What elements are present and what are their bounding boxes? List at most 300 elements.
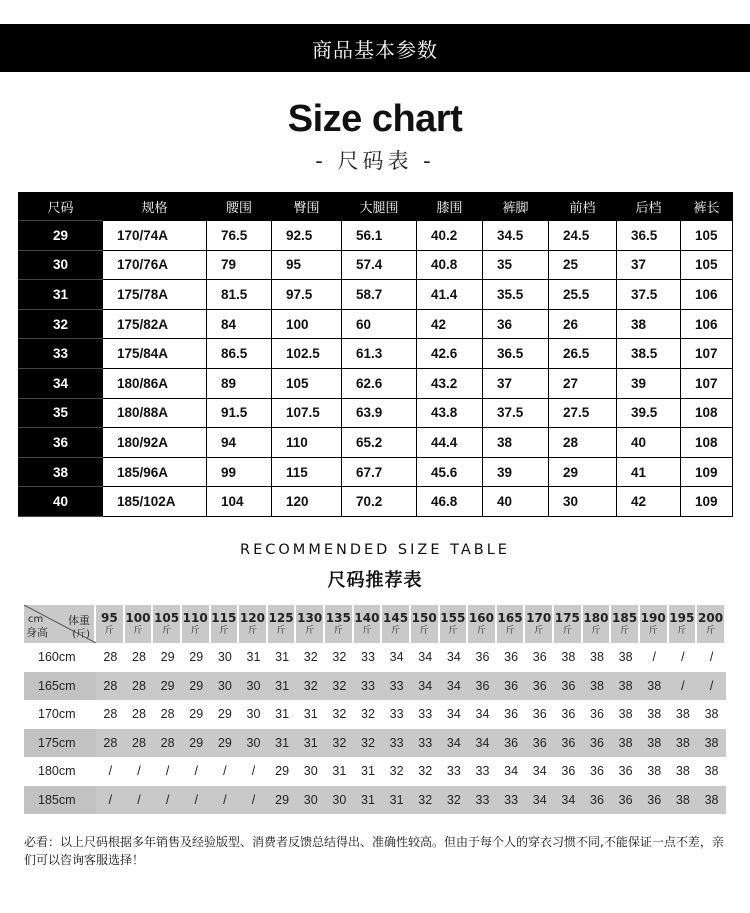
recommended-table-header — [24, 605, 726, 643]
recommended-size-cell: 38 — [583, 671, 612, 700]
table-cell: 36 — [483, 309, 549, 339]
table-cell: 38 — [483, 428, 549, 458]
table-cell: 76.5 — [207, 221, 272, 251]
recommended-size-cell: 36 — [525, 728, 554, 757]
table-cell: 180/86A — [103, 368, 207, 398]
table-cell: 97.5 — [272, 280, 342, 310]
recommended-size-cell: 36 — [497, 728, 526, 757]
recommended-size-cell: / — [697, 671, 726, 700]
table-cell: 34.5 — [483, 221, 549, 251]
table-row — [19, 428, 733, 458]
recommended-size-cell: 32 — [389, 764, 404, 778]
table-cell: 105 — [272, 368, 342, 398]
weight-unit: 斤 — [534, 626, 544, 636]
recommended-size-cell: / — [153, 785, 182, 814]
size-table-header-cell: 大腿围 — [342, 192, 417, 221]
recommended-size-cell: 38 — [675, 707, 690, 721]
recommended-size-cell: 38 — [647, 707, 662, 721]
recommended-size-cell: 32 — [303, 650, 318, 664]
recommended-size-cell: / — [137, 764, 141, 778]
recommended-size-cell: 36 — [561, 707, 576, 721]
weight-header-cell — [468, 605, 497, 643]
recommended-size-cell: 34 — [525, 785, 554, 814]
recommended-size-cell: 36 — [583, 728, 612, 757]
weight-value: 200 — [698, 611, 724, 625]
recommended-size-cell: 38 — [697, 785, 726, 814]
size-cell: 34 — [19, 368, 103, 398]
table-cell: 175/84A — [103, 339, 207, 369]
recommended-size-cell: 36 — [525, 671, 554, 700]
size-note: 必看：以上尺码根据多年销售及经验版型、消费者反馈总结得出、准确性较高。但由于每个人的穿衣习惯不同,不能保证一点不差，亲们可以咨询客服选择！ — [24, 835, 724, 867]
recommended-size-cell: 36 — [561, 764, 576, 778]
recommended-size-cell: 38 — [640, 671, 669, 700]
table-row — [24, 671, 726, 700]
table-cell: 91.5 — [207, 398, 272, 428]
table-cell: 108 — [681, 428, 733, 458]
recommended-size-cell: 38 — [590, 650, 604, 664]
table-cell: 81.5 — [207, 280, 272, 310]
weight-unit: 斤 — [620, 626, 630, 636]
weight-unit: 斤 — [419, 626, 429, 636]
recommended-size-cell: 36 — [640, 785, 669, 814]
weight-header-cell — [354, 605, 383, 643]
header-title: 商品基本参数 — [312, 37, 438, 62]
table-cell: 67.7 — [342, 457, 417, 487]
size-chart-title: Size chart — [287, 98, 463, 140]
recommended-size-cell: 33 — [411, 728, 440, 757]
recommended-size-cell: 34 — [389, 650, 404, 664]
recommended-size-cell: 28 — [103, 707, 118, 721]
weight-value: 155 — [440, 611, 466, 625]
table-cell: 40 — [617, 428, 681, 458]
table-cell: 37.5 — [483, 398, 549, 428]
weight-header-cell — [697, 605, 726, 643]
recommended-size-cell: / — [182, 785, 211, 814]
recommended-size-cell: 32 — [418, 764, 433, 778]
recommended-size-cell: 29 — [275, 764, 290, 778]
table-cell: 70.2 — [342, 487, 417, 517]
weight-header-cell — [440, 605, 469, 643]
recommended-size-cell: 30 — [296, 785, 325, 814]
recommended-size-cell: 29 — [153, 671, 182, 700]
size-table-header — [19, 192, 733, 221]
table-cell: 26.5 — [549, 339, 617, 369]
recommended-size-cell: 36 — [590, 707, 604, 721]
table-cell: 35.5 — [483, 280, 549, 310]
table-cell: 107 — [681, 368, 733, 398]
table-cell: 92.5 — [272, 221, 342, 251]
table-cell: 84 — [207, 309, 272, 339]
table-cell: 180/88A — [103, 398, 207, 428]
recommended-size-cell: 32 — [325, 671, 354, 700]
recommended-size-cell: 30 — [325, 785, 354, 814]
table-cell: 29 — [549, 457, 617, 487]
size-table-header-cell: 腰围 — [207, 192, 272, 221]
recommended-size-cell: 29 — [182, 671, 211, 700]
weight-value: 185 — [612, 611, 638, 625]
table-cell: 108 — [681, 398, 733, 428]
recommended-size-cell: 31 — [268, 728, 297, 757]
height-cell: 175cm — [24, 728, 96, 757]
weight-header-cell — [153, 605, 182, 643]
table-row — [19, 280, 733, 310]
table-cell: 45.6 — [417, 457, 483, 487]
table-cell: 36.5 — [483, 339, 549, 369]
table-cell: 104 — [207, 487, 272, 517]
recommended-size-cell: 36 — [475, 650, 490, 664]
table-cell: 89 — [207, 368, 272, 398]
weight-header-cell — [554, 605, 583, 643]
recommended-size-cell: 33 — [354, 671, 383, 700]
size-table-header-cell: 后档 — [617, 192, 681, 221]
weight-header-cell — [239, 605, 268, 643]
table-cell: 25 — [549, 250, 617, 280]
recommended-size-cell: / — [108, 764, 113, 778]
weight-header-cell — [325, 605, 354, 643]
recommended-size-cell: 34 — [418, 650, 433, 664]
table-row — [19, 221, 733, 251]
weight-value: 125 — [268, 611, 294, 625]
recommended-size-cell: 31 — [382, 785, 411, 814]
recommended-title-cn: 尺码推荐表 — [327, 570, 423, 591]
table-cell: 41 — [617, 457, 681, 487]
weight-header-cell — [182, 605, 211, 643]
weight-value: 110 — [182, 611, 208, 625]
recommended-size-cell: 38 — [618, 650, 633, 664]
recommended-size-cell: 32 — [411, 785, 440, 814]
weight-header-cell — [583, 605, 612, 643]
recommended-size-cell: 36 — [532, 650, 547, 664]
recommended-size-cell: 34 — [554, 785, 583, 814]
recommended-size-cell: 28 — [103, 650, 118, 664]
height-cell: 185cm — [24, 785, 96, 814]
weight-unit: 斤 — [591, 626, 601, 636]
weight-value: 195 — [669, 611, 695, 625]
weight-unit: 斤 — [162, 626, 172, 636]
table-row — [19, 250, 733, 280]
recommended-size-cell: 31 — [303, 707, 318, 721]
size-table-header-cell: 前档 — [549, 192, 617, 221]
weight-unit: 斤 — [476, 626, 486, 636]
weight-value: 115 — [211, 611, 237, 625]
table-cell: 86.5 — [207, 339, 272, 369]
recommended-size-cell: 28 — [153, 728, 182, 757]
weight-header-cell — [125, 605, 154, 643]
weight-header-cell — [640, 605, 669, 643]
recommended-size-cell: 33 — [418, 707, 433, 721]
recommended-size-cell: 29 — [189, 707, 204, 721]
table-cell: 175/82A — [103, 309, 207, 339]
table-cell: 27 — [549, 368, 617, 398]
table-cell: 63.9 — [342, 398, 417, 428]
weight-unit: 斤 — [247, 626, 257, 636]
size-cell: 32 — [19, 309, 103, 339]
weight-unit: 斤 — [190, 626, 200, 636]
recommended-size-cell: 38 — [704, 707, 719, 721]
recommended-size-cell: 36 — [611, 785, 640, 814]
recommended-size-cell: 38 — [561, 650, 576, 664]
table-cell: 57.4 — [342, 250, 417, 280]
recommended-size-cell: 32 — [440, 785, 469, 814]
table-cell: 106 — [681, 280, 733, 310]
size-table-header-cell: 膝围 — [417, 192, 483, 221]
recommended-size-cell: 38 — [704, 764, 719, 778]
table-cell: 100 — [272, 309, 342, 339]
height-cell: 170cm — [38, 707, 76, 721]
weight-value: 165 — [497, 611, 523, 625]
recommended-size-cell: 30 — [217, 650, 232, 664]
table-cell: 94 — [207, 428, 272, 458]
recommended-size-cell: 31 — [354, 785, 383, 814]
recommended-size-cell: 30 — [211, 671, 240, 700]
weight-header-cell — [268, 605, 297, 643]
recommended-title-en: RECOMMENDED SIZE TABLE — [240, 542, 510, 558]
size-cell: 36 — [19, 428, 103, 458]
table-cell: 42 — [417, 309, 483, 339]
recommended-size-cell: 32 — [332, 707, 347, 721]
table-cell: 25.5 — [549, 280, 617, 310]
table-row — [24, 643, 726, 671]
table-row — [19, 309, 733, 339]
recommended-size-cell: / — [652, 650, 656, 664]
weight-unit: 斤 — [448, 626, 458, 636]
recommended-size-cell: 32 — [361, 707, 375, 721]
weight-value: 150 — [411, 611, 437, 625]
table-row — [19, 457, 733, 487]
weight-value: 130 — [297, 611, 323, 625]
weight-unit: 斤 — [133, 626, 143, 636]
height-cell: 160cm — [38, 650, 76, 664]
table-cell: 105 — [681, 250, 733, 280]
recommended-size-cell: 33 — [382, 728, 411, 757]
recommended-size-cell: 36 — [532, 707, 547, 721]
recommended-size-cell: 34 — [468, 728, 497, 757]
weight-unit: 斤 — [276, 626, 286, 636]
recommended-size-cell: 28 — [132, 650, 146, 664]
weight-value: 190 — [640, 611, 666, 625]
weight-value: 120 — [239, 611, 265, 625]
table-cell: 109 — [681, 457, 733, 487]
table-cell: 24.5 — [549, 221, 617, 251]
recommended-size-cell: 33 — [475, 764, 490, 778]
table-cell: 40.2 — [417, 221, 483, 251]
table-cell: 37 — [483, 368, 549, 398]
size-cell: 38 — [19, 457, 103, 487]
table-cell: 35 — [483, 250, 549, 280]
recommended-size-cell: 32 — [296, 671, 325, 700]
recommended-size-cell: 28 — [160, 707, 175, 721]
recommended-size-cell: 36 — [554, 728, 583, 757]
weight-unit: 斤 — [219, 626, 229, 636]
recommended-size-cell: 36 — [590, 764, 604, 778]
recommended-size-cell: 34 — [504, 764, 519, 778]
table-cell: 65.2 — [342, 428, 417, 458]
table-cell: 39.5 — [617, 398, 681, 428]
weight-header-cell — [296, 605, 325, 643]
recommended-size-cell: 33 — [468, 785, 497, 814]
weight-value: 175 — [554, 611, 580, 625]
table-cell: 42 — [617, 487, 681, 517]
recommended-size-cell: 29 — [189, 650, 204, 664]
size-cell: 35 — [19, 398, 103, 428]
weight-value: 100 — [125, 611, 151, 625]
table-cell: 40 — [483, 487, 549, 517]
recommended-size-cell: 36 — [618, 764, 633, 778]
recommended-size-cell: 36 — [504, 650, 519, 664]
recommended-size-cell: / — [251, 764, 256, 778]
recommended-size-cell: 32 — [325, 728, 354, 757]
table-cell: 185/102A — [103, 487, 207, 517]
weight-header-cell — [411, 605, 440, 643]
recommended-size-cell: 29 — [160, 650, 175, 664]
recommended-size-cell: 31 — [268, 671, 297, 700]
recommended-size-cell: 34 — [440, 671, 469, 700]
recommended-size-cell: / — [96, 785, 125, 814]
recommended-size-cell: 34 — [411, 671, 440, 700]
recommended-size-cell: 34 — [440, 728, 469, 757]
recommended-size-cell: 36 — [468, 671, 497, 700]
weight-header-cell — [525, 605, 554, 643]
table-cell: 26 — [549, 309, 617, 339]
recommended-size-cell: 30 — [303, 764, 318, 778]
weight-value: 180 — [583, 611, 609, 625]
recommended-size-cell: 28 — [125, 728, 154, 757]
table-cell: 56.1 — [342, 221, 417, 251]
weight-value: 105 — [154, 611, 180, 625]
corner-height-label: 身高 — [26, 626, 48, 639]
table-cell: 106 — [681, 309, 733, 339]
size-table-header-cell: 裤脚 — [483, 192, 549, 221]
table-cell: 27.5 — [549, 398, 617, 428]
table-cell: 37.5 — [617, 280, 681, 310]
size-table-header-cell: 尺码 — [19, 192, 103, 221]
recommended-size-cell: 38 — [669, 785, 698, 814]
recommended-size-cell: 30 — [239, 671, 268, 700]
recommended-size-cell: 29 — [268, 785, 297, 814]
weight-header-cell — [211, 605, 240, 643]
recommended-size-cell: 31 — [246, 650, 261, 664]
size-chart-subtitle: - 尺码表 - — [315, 149, 435, 173]
table-cell: 60 — [342, 309, 417, 339]
size-cell: 31 — [19, 280, 103, 310]
table-cell: 61.3 — [342, 339, 417, 369]
weight-value: 95 — [100, 611, 118, 625]
weight-unit: 斤 — [648, 626, 658, 636]
table-cell: 41.4 — [417, 280, 483, 310]
weight-value: 160 — [468, 611, 494, 625]
weight-unit: 斤 — [706, 626, 716, 636]
recommended-size-cell: 34 — [475, 707, 490, 721]
recommended-size-cell: 34 — [446, 707, 461, 721]
recommended-size-cell: 38 — [675, 764, 690, 778]
recommended-size-cell: 38 — [640, 728, 669, 757]
recommended-size-cell: 28 — [96, 728, 125, 757]
table-cell: 58.7 — [342, 280, 417, 310]
recommended-size-cell: 31 — [275, 707, 290, 721]
corner-cm-label: cm — [28, 614, 44, 625]
recommended-size-cell: 38 — [669, 728, 698, 757]
table-cell: 105 — [681, 221, 733, 251]
recommended-size-cell: 30 — [239, 728, 268, 757]
weight-header-cell — [497, 605, 526, 643]
weight-unit: 斤 — [505, 626, 515, 636]
corner-weight-label: 体重 — [68, 614, 91, 627]
weight-value: 145 — [383, 611, 409, 625]
recommended-size-cell: / — [681, 650, 685, 664]
weight-header-cell — [382, 605, 411, 643]
table-cell: 107.5 — [272, 398, 342, 428]
table-cell: 28 — [549, 428, 617, 458]
table-cell: 44.4 — [417, 428, 483, 458]
recommended-size-cell: 31 — [275, 650, 290, 664]
table-cell: 109 — [681, 487, 733, 517]
recommended-size-cell: / — [709, 650, 714, 664]
table-cell: 38 — [617, 309, 681, 339]
weight-unit: 斤 — [562, 626, 572, 636]
recommended-size-cell: 34 — [446, 650, 461, 664]
recommended-size-cell: 31 — [296, 728, 325, 757]
size-table-header-cell: 规格 — [103, 192, 207, 221]
recommended-size-cell: 36 — [497, 671, 526, 700]
weight-header-cell — [96, 605, 125, 643]
table-cell: 42.6 — [417, 339, 483, 369]
corner-cell — [24, 605, 96, 643]
recommended-size-cell: 33 — [382, 671, 411, 700]
weight-value: 135 — [325, 611, 351, 625]
table-row — [24, 785, 726, 814]
recommended-size-cell: 31 — [332, 764, 347, 778]
table-cell: 43.8 — [417, 398, 483, 428]
recommended-size-cell: 38 — [611, 671, 640, 700]
table-cell: 37 — [617, 250, 681, 280]
weight-unit: 斤 — [677, 626, 687, 636]
weight-unit: 斤 — [391, 626, 401, 636]
recommended-size-cell: 31 — [361, 764, 375, 778]
table-cell: 95 — [272, 250, 342, 280]
recommended-size-cell: 32 — [332, 650, 347, 664]
size-table-header-cell: 臀围 — [272, 192, 342, 221]
table-cell: 39 — [483, 457, 549, 487]
recommended-size-table — [24, 605, 726, 814]
recommended-size-cell: 33 — [446, 764, 461, 778]
table-cell: 115 — [272, 457, 342, 487]
recommended-size-cell: / — [211, 785, 240, 814]
recommended-size-cell: 38 — [697, 728, 726, 757]
recommended-size-cell: 29 — [217, 707, 232, 721]
table-cell: 110 — [272, 428, 342, 458]
recommended-size-cell: 38 — [611, 728, 640, 757]
recommended-size-cell: 33 — [497, 785, 526, 814]
recommended-size-cell: 29 — [211, 728, 240, 757]
weight-unit: 斤 — [104, 626, 114, 636]
table-cell: 185/96A — [103, 457, 207, 487]
recommended-size-cell: 29 — [182, 728, 211, 757]
size-table — [18, 192, 733, 517]
table-cell: 170/76A — [103, 250, 207, 280]
table-row — [19, 368, 733, 398]
header-bar — [0, 24, 750, 72]
size-cell: 40 — [19, 487, 103, 517]
recommended-size-cell: / — [125, 785, 154, 814]
table-cell: 107 — [681, 339, 733, 369]
table-cell: 38.5 — [617, 339, 681, 369]
table-cell: 36.5 — [617, 221, 681, 251]
recommended-size-cell: 32 — [354, 728, 383, 757]
recommended-size-cell: / — [669, 671, 698, 700]
weight-header-cell — [669, 605, 698, 643]
table-row — [19, 398, 733, 428]
table-cell: 39 — [617, 368, 681, 398]
